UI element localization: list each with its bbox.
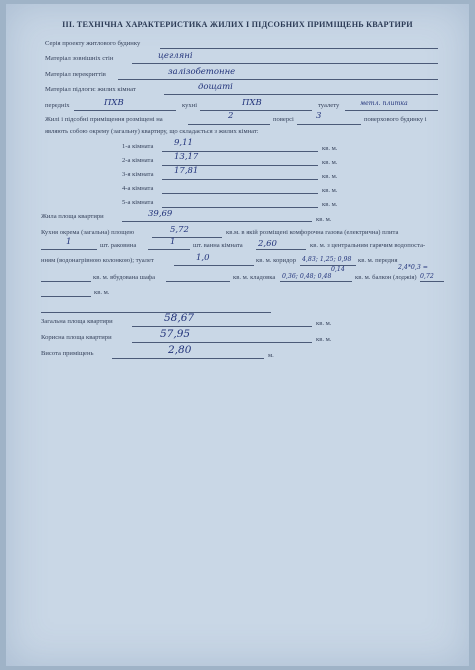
line-walls (132, 63, 438, 64)
form-title: III. ТЕХНІЧНА ХАРАКТЕРИСТИКА ЖИЛИХ І ПІДСОБНИХ ПРИМІЩЕНЬ КВАРТИРИ (62, 20, 413, 29)
label-corridor: кв. м. коридор (256, 257, 297, 264)
value-walls: цегляні (158, 51, 193, 61)
value-kitchen: ПХВ (242, 98, 262, 108)
value-flooring: дощаті (198, 82, 233, 92)
line-sinks (41, 249, 97, 250)
label-kitchen-area: Кухня окрема (загальна) площею (41, 229, 135, 236)
value-living-area: 39,69 (148, 209, 173, 219)
label-row-water: нням (водонагрівною колонкою); туалет (41, 257, 154, 264)
unit-useful-area: кв. м. (316, 336, 332, 343)
line-balcony (420, 281, 444, 282)
value-floors: залізобетонне (168, 67, 236, 77)
value-height: 2,80 (168, 344, 192, 356)
value-storage-note-top: 0,14 (331, 266, 345, 273)
line-bath-area (256, 249, 306, 250)
unit-height: м. (268, 352, 274, 359)
line-room5 (162, 207, 318, 208)
label-series: Серія проекту житлового будинку (45, 40, 141, 47)
label-hall: передніх (45, 102, 70, 109)
line-wardrobe (166, 281, 230, 282)
label-bath-tail: кв. м. з центральним гарячим водопоста- (310, 242, 426, 249)
label-room3: 3-я кімната (122, 171, 154, 178)
value-floor-no: 2 (228, 111, 234, 121)
line-room4 (162, 193, 318, 194)
value-useful-area: 57,95 (160, 328, 191, 340)
value-balcony: 0,72 (420, 273, 434, 280)
line-series (160, 48, 438, 49)
line-balcony-cont (41, 296, 91, 297)
unit-total-area: кв. м. (316, 320, 332, 327)
label-room1: 1-а кімната (122, 143, 154, 150)
label-hall-tail: кв. м. передня (358, 257, 398, 264)
line-storeys (297, 124, 361, 125)
unit-room4: кв. м. (322, 187, 338, 194)
label-room5: 5-а кімната (122, 199, 154, 206)
value-storage: 0,36; 0,48; 0,48 (282, 273, 332, 280)
label-storey-building: поверхового будинку і (364, 116, 427, 123)
label-walls: Матеріал зовнішніх стін (45, 55, 114, 62)
label-storage: кв. м. кладовка (233, 274, 276, 281)
value-room3: 17,81 (174, 166, 199, 176)
unit-room5: кв. м. (322, 201, 338, 208)
line-storage (280, 281, 352, 282)
unit-balcony: кв. м. (94, 289, 110, 296)
line-floors (118, 79, 438, 80)
label-toilet: туалету (318, 102, 340, 109)
value-corridor: 4,83; 1,25; 0,98 (302, 256, 352, 263)
unit-room3: кв. м. (322, 173, 338, 180)
unit-room1: кв. м. (322, 145, 338, 152)
value-kitchen-area: 5,72 (170, 225, 189, 235)
label-builtin-wardrobe: кв. м. вбудована шафа (93, 274, 156, 281)
label-useful-area: Корисна площа квартири (41, 334, 112, 341)
line-toilet (345, 110, 438, 111)
label-floors: Матеріал перекриттів (45, 71, 106, 78)
value-room2: 13,17 (174, 152, 199, 162)
label-room2: 2-а кімната (122, 157, 154, 164)
label-sink-unit: шт. раковина (100, 242, 137, 249)
label-separate-apartment: являють собою окрему (загальну) квартиру, що складається з жилих кімнат: (45, 128, 259, 135)
value-hall: ПХВ (104, 98, 124, 108)
unit-room2: кв. м. (322, 159, 338, 166)
line-kitchen-area (152, 237, 222, 238)
label-kitchen: кухні (182, 102, 198, 109)
value-toilet: метл. плитка (360, 100, 408, 107)
label-bath-unit: шт. ванна кімната (193, 242, 243, 249)
label-living-area: Жила площа квартири (41, 213, 104, 220)
value-balcony-note-top: 2,4*0,3 = (398, 264, 428, 271)
line-kitchen (200, 110, 312, 111)
line-hall-area (41, 281, 91, 282)
line-baths (148, 249, 190, 250)
label-floor-word: поверсі (273, 116, 294, 123)
label-balcony: кв. м. балкон (лоджія) (355, 274, 417, 281)
line-toilet-area (174, 265, 254, 266)
line-living-area (122, 221, 312, 222)
value-bath-area: 2,60 (258, 239, 277, 249)
line-corridor (300, 265, 356, 266)
line-flooring (164, 94, 438, 95)
label-kitchen-area-tail: кв.м. в якій розміщені комфорочна газова (електрична) плита (226, 229, 399, 236)
value-toilet-area: 1,0 (196, 253, 210, 263)
unit-living-area: кв. м. (316, 216, 332, 223)
label-room4: 4-а кімната (122, 185, 154, 192)
label-total-area: Загальна площа квартири (41, 318, 113, 325)
value-baths: 1 (170, 237, 176, 247)
line-total-area (132, 326, 312, 327)
value-sinks: 1 (66, 237, 72, 247)
line-room3 (162, 179, 318, 180)
label-flooring: Матеріал підлоги: жилих кімнат (45, 86, 136, 93)
value-total-area: 58,67 (164, 312, 195, 324)
label-located-on: Жилі і підсобні приміщення розміщені на (45, 116, 163, 123)
line-floor-no (188, 124, 270, 125)
line-height (112, 358, 264, 359)
value-storeys: 3 (316, 111, 322, 121)
line-useful-area (132, 342, 312, 343)
line-hall (74, 110, 176, 111)
divider-line (41, 312, 271, 313)
value-room1: 9,11 (174, 138, 193, 148)
label-height: Висота приміщень (41, 350, 94, 357)
